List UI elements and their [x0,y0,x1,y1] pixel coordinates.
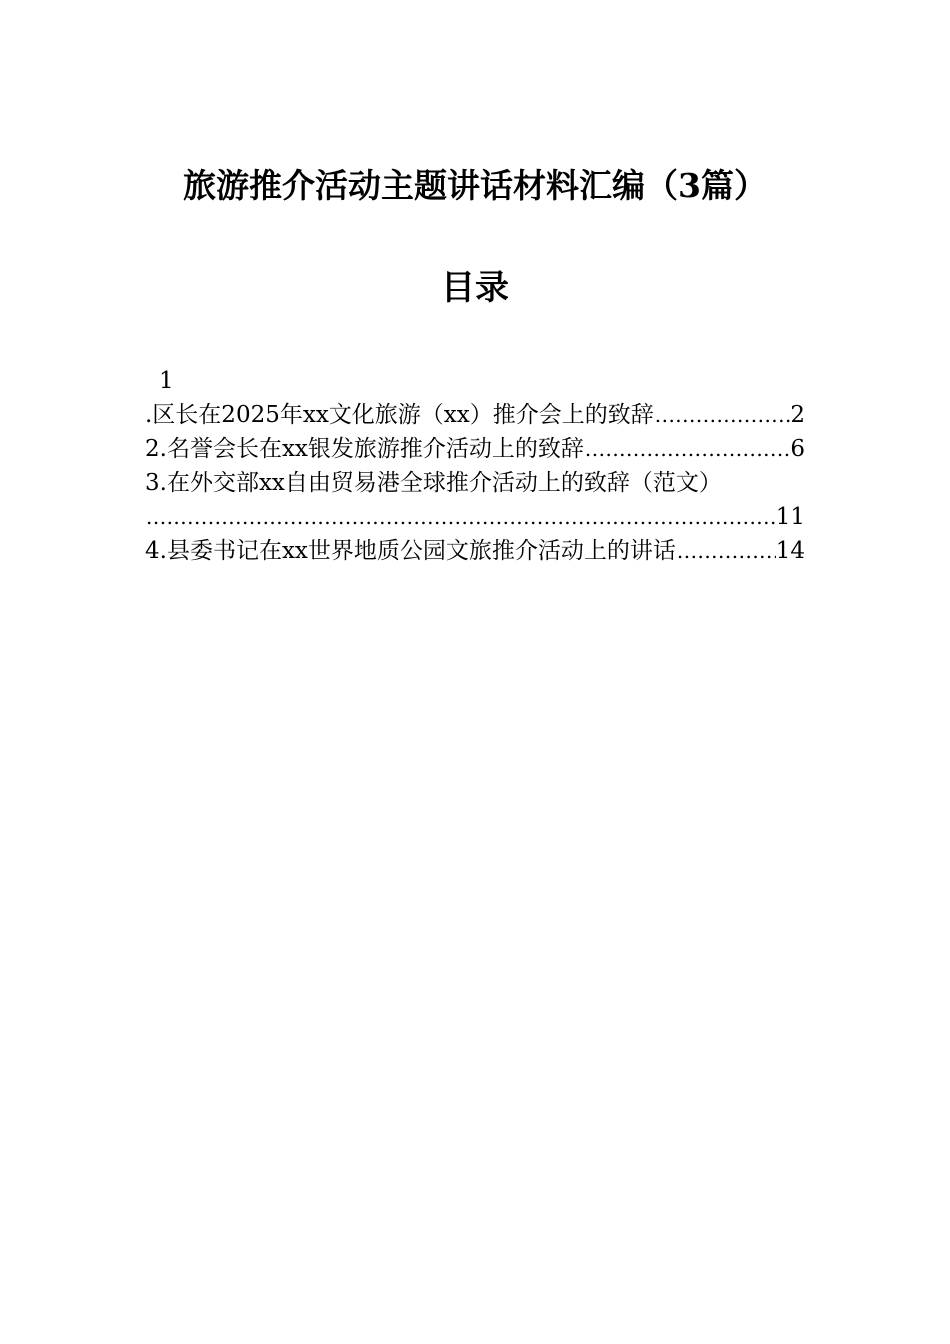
toc-heading: 目录 [441,268,509,308]
toc-page-number: 11 [775,504,805,530]
toc-entry-3[interactable] [145,466,805,500]
toc-leader-dots [654,398,791,432]
toc-entry-2[interactable] [145,432,805,466]
toc-entry-text: .区长在2025年xx文化旅游（xx）推介会上的致辞 [145,402,654,428]
toc-entry-3-continuation[interactable] [145,500,805,534]
toc-entry-1[interactable] [145,398,805,432]
toc-entry-text: 2.名誉会长在xx银发旅游推介活动上的致辞 [145,436,584,462]
toc-entry-4[interactable] [145,534,805,568]
document-title: 旅游推介活动主题讲话材料汇编（3篇） [183,166,767,205]
toc-leader-dots [584,432,790,466]
toc-leader-dots [145,500,776,534]
toc-page-number: 14 [775,538,805,564]
toc-entry-text: 4.县委书记在xx世界地质公园文旅推介活动上的讲话 [145,538,676,564]
toc-entry-text: 3.在外交部xx自由贸易港全球推介活动上的致辞（范文） [145,470,722,496]
toc-page-number: 2 [790,402,805,428]
toc-page-number: 6 [790,436,805,462]
toc-leader-dots [676,534,776,568]
toc-orphan-number: 1 [159,368,174,394]
table-of-contents [145,364,805,568]
